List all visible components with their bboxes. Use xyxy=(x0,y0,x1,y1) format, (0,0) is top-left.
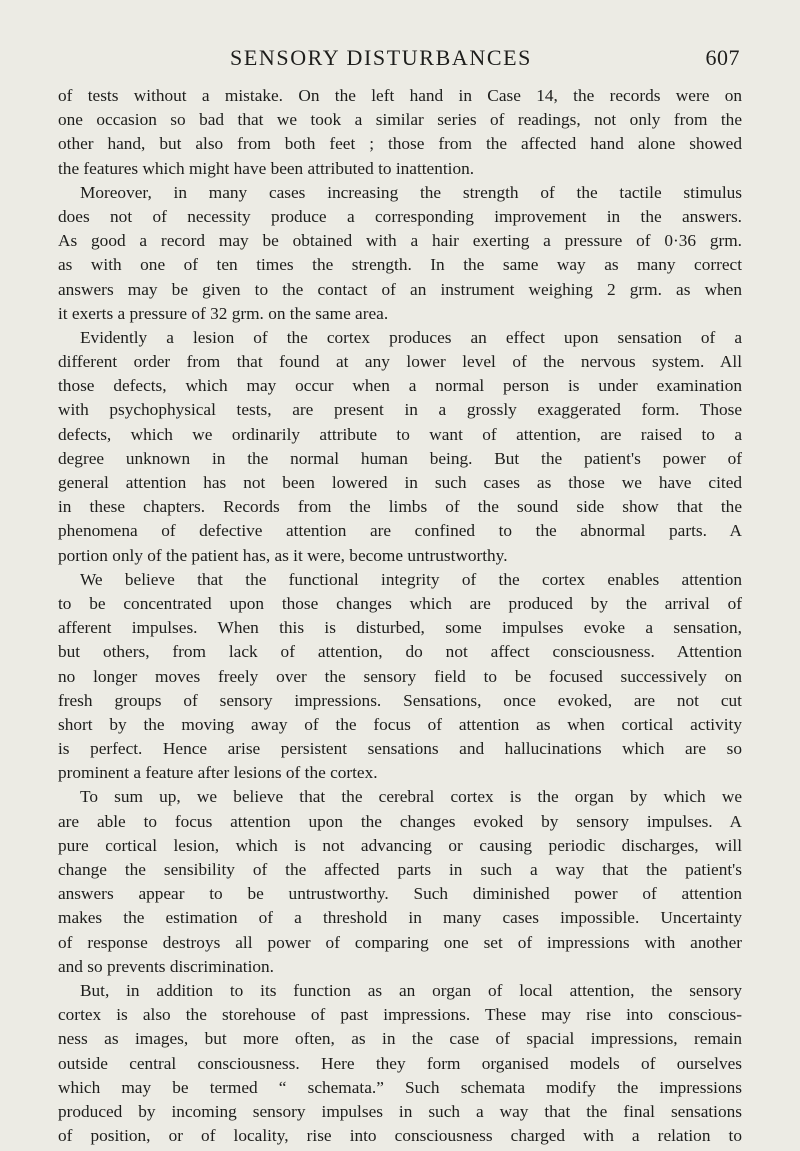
text-line: one occasion so bad that we took a similar series of readings, not only from the xyxy=(58,110,742,130)
text-line: outside central consciousness. Here they form organised models of ourselves xyxy=(58,1053,742,1073)
text-line: ness as images, but more often, as in the case of spacial impressions, remain xyxy=(58,1029,742,1049)
page-number: 607 xyxy=(705,45,740,70)
text-line: it exerts a pressure of 32 grm. on the same area. xyxy=(58,303,389,323)
text-line: produced by incoming sensory impulses in such a way that the final sensations xyxy=(58,1101,742,1121)
text-line: other hand, but also from both feet ; those from the affected hand alone showed xyxy=(58,134,742,154)
text-line: and so prevents discrimination. xyxy=(58,956,274,976)
text-line: pure cortical lesion, which is not advancing or causing periodic discharges, will xyxy=(58,835,742,855)
text-line: makes the estimation of a threshold in many cases impossible. Uncertainty xyxy=(58,908,742,928)
text-line: afferent impulses. When this is disturbed, some impulses evoke a sensation, xyxy=(58,618,742,638)
text-line: portion only of the patient has, as it were, become untrustworthy. xyxy=(58,545,508,565)
text-line: with psychophysical tests, are present in a grossly exaggerated form. Those xyxy=(58,400,742,420)
text-line: but others, from lack of attention, do not affect consciousness. Attention xyxy=(58,642,742,662)
text-line: Moreover, in many cases increasing the strength of the tactile stimulus xyxy=(80,182,742,202)
text-line: Evidently a lesion of the cortex produces an effect upon sensation of a xyxy=(80,327,742,347)
text-line: We believe that the functional integrity of the cortex enables attention xyxy=(80,569,742,589)
text-line: To sum up, we believe that the cerebral cortex is the organ by which we xyxy=(80,787,742,807)
text-line: no longer moves freely over the sensory field to be focused successively on xyxy=(58,666,742,686)
text-line: fresh groups of sensory impressions. Sensations, once evoked, are not cut xyxy=(58,690,742,710)
text-line: which may be termed “ schemata.” Such schemata modify the impressions xyxy=(58,1077,742,1097)
body-text xyxy=(58,84,742,1148)
text-line: of tests without a mistake. On the left hand in Case 14, the records were on xyxy=(58,86,742,105)
text-line: as with one of ten times the strength. In the same way as many correct xyxy=(58,255,742,275)
text-line: those defects, which may occur when a normal person is under examination xyxy=(58,376,742,396)
text-line: is perfect. Hence arise persistent sensations and hallucinations which are so xyxy=(58,739,742,759)
text-line: does not of necessity produce a corresponding improvement in the answers. xyxy=(58,206,742,226)
text-line: But, in addition to its function as an organ of local attention, the sensory xyxy=(80,980,742,1000)
text-line: answers appear to be untrustworthy. Such diminished power of attention xyxy=(58,884,742,904)
text-line: change the sensibility of the affected parts in such a way that the patient's xyxy=(58,860,742,879)
text-line: in these chapters. Records from the limbs of the sound side show that the xyxy=(58,497,742,517)
text-line: are able to focus attention upon the changes evoked by sensory impulses. A xyxy=(58,811,742,831)
text-line: the features which might have been attributed to inattention. xyxy=(58,158,475,178)
text-line: of response destroys all power of comparing one set of impressions with another xyxy=(58,932,742,952)
text-line: phenomena of defective attention are confined to the abnormal parts. A xyxy=(58,521,742,541)
text-line: different order from that found at any lower level of the nervous system. All xyxy=(58,352,742,372)
text-line: answers may be given to the contact of an instrument weighing 2 grm. as when xyxy=(58,279,742,299)
text-line: to be concentrated upon those changes which are produced by the arrival of xyxy=(58,593,742,613)
text-line: short by the moving away of the focus of attention as when cortical activity xyxy=(58,714,742,734)
text-line: prominent a feature after lesions of the cortex. xyxy=(58,763,378,783)
text-line: degree unknown in the normal human being. But the patient's power of xyxy=(58,448,742,468)
running-head xyxy=(0,45,800,75)
text-line: of position, or of locality, rise into consciousness charged with a relation to xyxy=(58,1126,742,1146)
running-title: SENSORY DISTURBANCES xyxy=(230,45,532,70)
text-line: cortex is also the storehouse of past impressions. These may rise into conscious- xyxy=(58,1005,742,1025)
text-line: general attention has not been lowered in such cases as those we have cited xyxy=(58,473,742,492)
text-line: As good a record may be obtained with a hair exerting a pressure of 0·36 grm. xyxy=(58,231,742,251)
text-line: defects, which we ordinarily attribute to want of attention, are raised to a xyxy=(58,424,742,444)
